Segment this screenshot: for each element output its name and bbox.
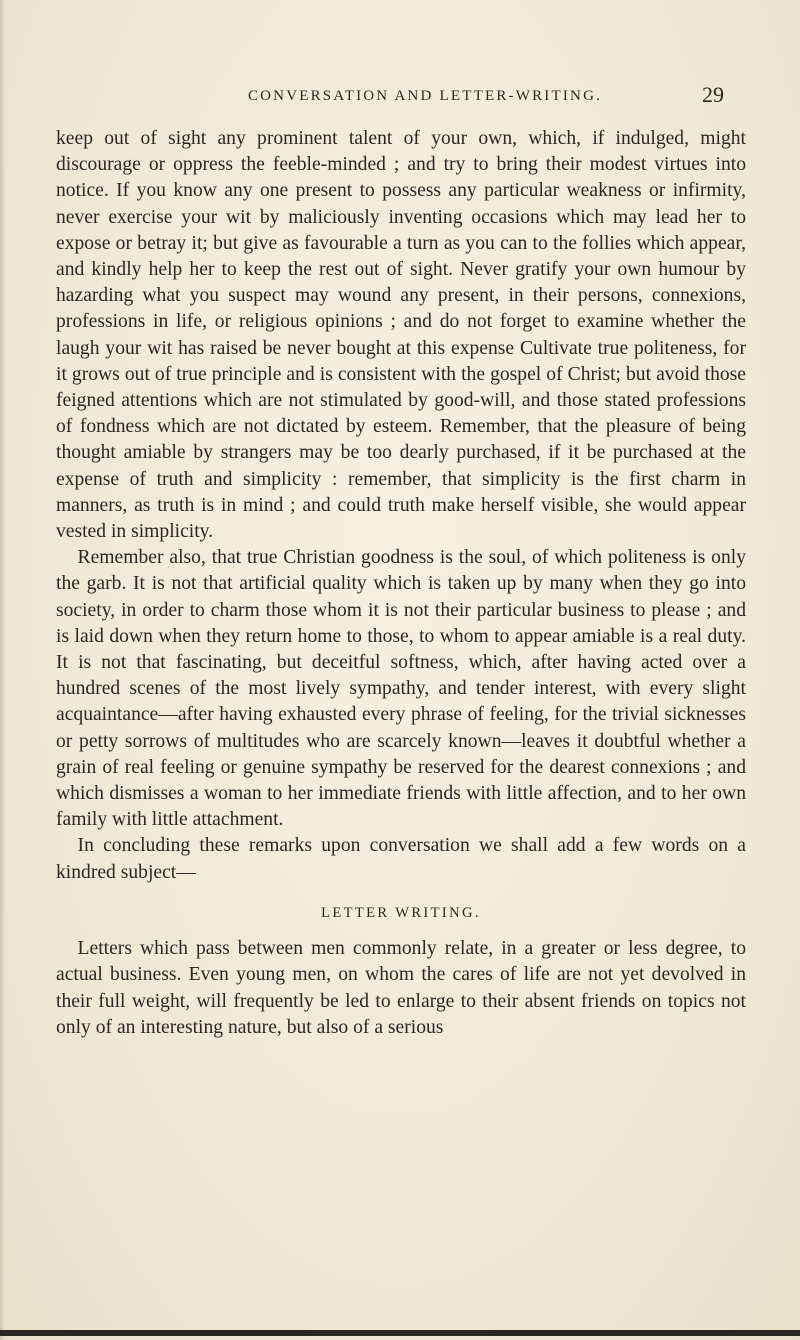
page-body [56,126,746,1041]
paragraph-3: In concluding these remarks upon conversation we shall add a few words on a kindred subject— [56,835,746,883]
paragraph-1: keep out of sight any prominent talent of your own, which, if indulged, might discourage or oppress the feeble-minded ; and try to bring their modest virtues into notice. If you know any one present to possess any particular weakness or infirmity, never exercise your wit by maliciously inventing occasions which may lead her to expose or betray it; but give as favourable a turn as you can to the follies which appear, and kindly help her to keep the rest out of sight. Never gratify your own humour by hazarding what you suspect may wound any present, in their persons, connexions, professions in life, or religious opinions ; and do not forget to examine whether the laugh your wit has raised be never bought at this expense Cultivate true politeness, for it grows out of true principle and is consistent with the gospel of Christ; but avoid those feigned attentions which are not stimulated by good-will, and those stated professions of fondness which are not dictated by esteem. Remember, that the pleasure of being thought amiable by strangers may be too dearly purchased, if it be purchased at the expense of truth and simplicity : remember, that simplicity is the first charm in manners, as truth is in mind ; and could truth make herself visible, she would appear vested in simplicity. [56,128,746,543]
section-heading: LETTER WRITING. [321,904,481,921]
page-edge-shadow [0,0,6,1340]
paragraph-2: Remember also, that true Christian goodness is the soul, of which politeness is only the garb. It is not that artificial quality which is taken up by many when they go into society, in order to charm those whom it is not their particular business to please ; and is laid down when they return home to those, to whom to appear amiable is a real duty. It is not that fascinating, but deceitful softness, which, after having acted over a hundred scenes of the most lively sympathy, and tender interest, with every slight acquaintance—after having exhausted every phrase of feeling, for the trivial sicknesses or petty sorrows of multitudes who are scarcely known—leaves it doubtful whether a grain of real feeling or genuine sympathy be reserved for the dearest connexions ; and which dismisses a woman to her immediate friends with little affection, and to her own family with little attachment. [56,547,746,831]
running-head: CONVERSATION AND LETTER-WRITING. [247,88,603,104]
letter-writing-paragraph: Letters which pass between men commonly relate, in a greater or less degree, to actual business. Even young men, on whom the cares of life are not yet devolved in their full weight, will frequently be led to enlarge to their absent friends on topics not only of an interesting nature, but also of a serious [56,938,746,1038]
page-header [150,82,760,118]
page-number: 29 [702,82,724,107]
bottom-edge [0,1330,800,1336]
